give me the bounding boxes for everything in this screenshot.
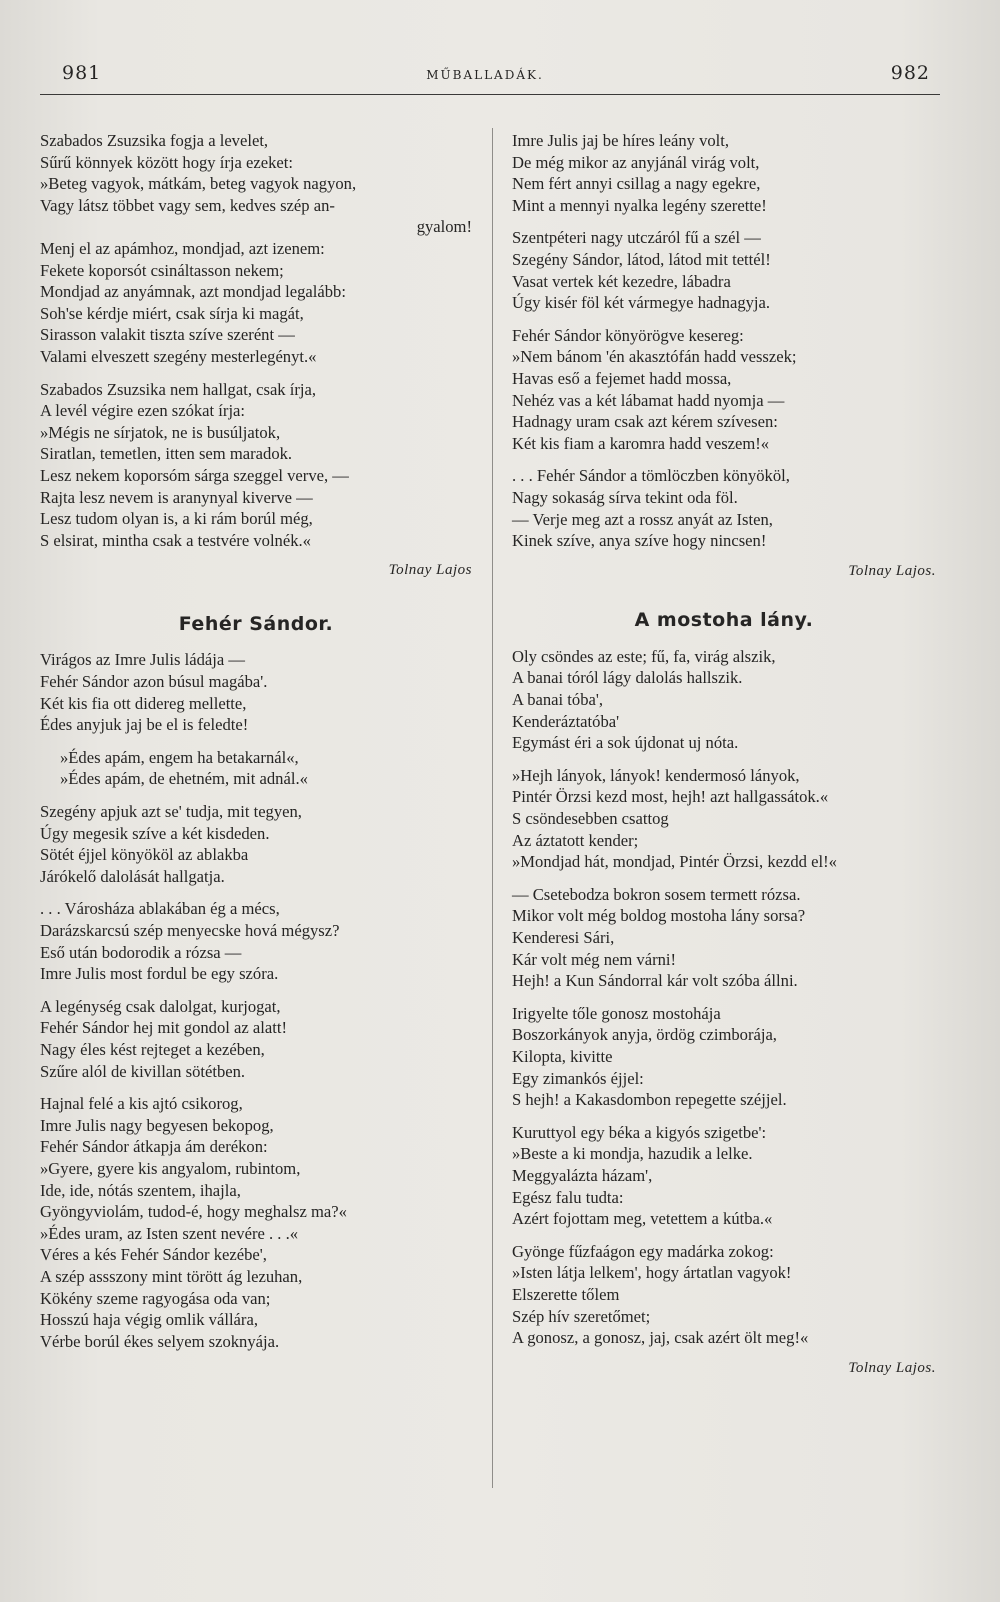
stanza (40, 801, 472, 887)
verse-line: A banai tóba', (512, 690, 604, 710)
verse-line: — Verje meg azt a rossz anyát az Isten, (512, 509, 773, 529)
poem-2-stanzas-left (40, 649, 472, 1352)
verse-line: Hadnagy uram csak azt kérem szívesen: (512, 412, 778, 432)
stanza (40, 996, 472, 1082)
verse-line: Gyöngyviolám, tudod-é, hogy meghalsz ma?« (40, 1202, 347, 1222)
verse-line: Ide, ide, nótás szentem, ihajla, (40, 1180, 241, 1200)
stanza (512, 765, 936, 873)
verse-line: Két kis fia ott didereg mellette, (40, 693, 247, 713)
verse-line: »Beteg vagyok, mátkám, beteg vagyok nagyon, (40, 174, 357, 194)
verse-line: Sűrű könnyek között hogy írja ezeket: (40, 152, 293, 172)
poem-2-title: Fehér Sándor. (178, 612, 334, 635)
verse-line: Az áztatott kender; (512, 830, 639, 850)
stanza (512, 1241, 936, 1349)
verse-line: »Hejh lányok, lányok! kendermosó lányok, (512, 765, 800, 785)
verse-line: Fehér Sándor könyörögve kesereg: (512, 325, 744, 345)
poem-2-signature: Tolnay Lajos. (848, 562, 936, 579)
right-column (512, 130, 936, 1379)
verse-line: A levél végire ezen szókat írja: (40, 401, 246, 421)
verse-line: Kenderesi Sári, (512, 928, 615, 947)
verse-line: Imre Julis most fordul be egy szóra. (40, 964, 279, 984)
verse-line: Úgy kisér föl két vármegye hadnagyja. (512, 293, 771, 313)
verse-line: Rajta lesz nevem is aranynyal kiverve — (40, 487, 313, 507)
stanza (512, 465, 936, 551)
verse-line: Szabados Zsuzsika nem hallgat, csak írja, (40, 379, 317, 399)
verse-line: Vasat vertek két kezedre, lábadra (512, 271, 731, 291)
stanza (512, 1003, 936, 1111)
verse-line: — Csetebodza bokron sosem termett rózsa. (512, 884, 801, 904)
verse-line: »Édes apám, engem ha betakarnál«, (60, 747, 299, 767)
stanza (40, 1093, 472, 1352)
stanza (40, 379, 472, 552)
verse-line: Azért fojottam meg, vetettem a kútba.« (512, 1209, 773, 1229)
verse-line: S csöndesebben csattog (512, 809, 669, 829)
verse-line: Nehéz vas a két lábamat hadd nyomja — (512, 390, 785, 410)
verse-line: Pintér Örzsi kezd most, hejh! azt hallgassátok.« (512, 787, 829, 807)
verse-line: Véres a kés Fehér Sándor kezébe', (40, 1245, 267, 1265)
verse-line: »Mondjad hát, mondjad, Pintér Örzsi, kezdd el!« (512, 852, 837, 872)
right-page-number: 982 (890, 62, 930, 84)
verse-line: Soh'se kérdje miért, csak sírja ki magát, (40, 303, 304, 323)
verse-line: Imre Julis nagy begyesen bekopog, (40, 1115, 274, 1135)
verse-line: Szép hív szeretőmet; (512, 1306, 651, 1326)
verse-line: Havas eső a fejemet hadd mossa, (512, 368, 732, 388)
stanza (40, 898, 472, 984)
verse-line: Fehér Sándor hej mit gondol az alatt! (40, 1018, 287, 1038)
verse-line: Nem fért annyi csillag a nagy egekre, (512, 174, 761, 194)
stanza (40, 130, 472, 368)
verse-line: A banai tóról lágy dalolás hallszik. (512, 668, 743, 688)
verse-line: Két kis fiam a karomra hadd veszem!« (512, 433, 770, 453)
verse-line: Egy zimankós éjjel: (512, 1068, 644, 1088)
verse-line: De még mikor az anyjánál virág volt, (512, 152, 760, 172)
verse-line: Vérbe borúl ékes selyem szoknyája. (40, 1331, 280, 1351)
verse-line: Szűre alól de kivillan sötétben. (40, 1061, 246, 1081)
verse-line: . . . Városháza ablakában ég a mécs, (40, 899, 280, 919)
verse-line: Mikor volt még boldog mostoha lány sorsa? (512, 906, 806, 926)
poem-3-signature: Tolnay Lajos. (848, 1359, 936, 1376)
poem-1-stanzas (40, 130, 472, 551)
verse-line: »Édes uram, az Isten szent nevére . . .« (40, 1223, 299, 1243)
verse-line: Valami elveszett szegény mesterlegényt.« (40, 346, 317, 366)
verse-line: Menj el az apámhoz, mondjad, azt izenem: (40, 238, 325, 258)
poem-3-stanzas (512, 646, 936, 1349)
verse-line: Meggyalázta házam', (512, 1165, 653, 1185)
verse-line: Irigyelte tőle gonosz mostohája (512, 1003, 721, 1023)
verse-line: »Mégis ne sírjatok, ne is busúljatok, (40, 422, 281, 442)
verse-line: Egymást éri a sok újdonat uj nóta. (512, 733, 739, 753)
verse-line: Kenderáztatóba' (512, 711, 620, 731)
left-page-number: 981 (62, 62, 102, 84)
verse-line: Elszerette tőlem (512, 1284, 620, 1304)
verse-line: A szép assszony mint törött ág lezuhan, (40, 1266, 303, 1286)
verse-line: Szentpéteri nagy utczáról fű a szél — (512, 228, 761, 248)
verse-line: »Nem bánom 'én akasztófán hadd vesszek; (512, 347, 797, 367)
verse-line: Kilopta, kivitte (512, 1046, 613, 1066)
stanza (40, 649, 472, 735)
verse-line: . . . Fehér Sándor a tömlöczben könyököl, (512, 466, 790, 486)
verse-line: Szabados Zsuzsika fogja a levelet, (40, 131, 269, 150)
verse-line: Kuruttyol egy béka a kigyós szigetbe': (512, 1122, 767, 1142)
stanza (512, 227, 936, 313)
poem-1 (40, 130, 472, 582)
verse-line: Fehér Sándor azon búsul magába'. (40, 672, 268, 692)
page-header (40, 62, 930, 92)
verse-line: Sirasson valakit tiszta szíve szerént — (40, 325, 295, 345)
verse-line: Eső után bodorodik a rózsa — (40, 942, 242, 962)
verse-line: Siratlan, temetlen, itten sem maradok. (40, 444, 293, 464)
verse-line: Darázskarcsú szép menyecske hová mégysz? (40, 921, 340, 940)
left-column (40, 130, 472, 1363)
verse-line: S elsirat, mintha csak a testvére volnék.« (40, 530, 311, 550)
verse-line: Gyönge fűzfaágon egy madárka zokog: (512, 1241, 774, 1261)
verse-line: Mint a mennyi nyalka legény szerette! (512, 195, 767, 215)
verse-line: Kinek szíve, anya szíve hogy nincsen! (512, 531, 767, 551)
verse-line: Kár volt még nem várni! (512, 949, 677, 969)
running-head: MŰBALLADÁK. (426, 68, 544, 82)
verse-line: Úgy megesik szíve a két kisdeden. (40, 823, 270, 843)
stanza (512, 1122, 936, 1230)
verse-line: Imre Julis jaj be híres leány volt, (512, 131, 730, 150)
stanza (512, 325, 936, 455)
poem-3-title: A mostoha lány. (634, 609, 814, 632)
verse-line: »Isten látja lelkem', hogy ártatlan vagyok! (512, 1263, 792, 1283)
stanza (512, 646, 936, 754)
stanza (512, 130, 936, 216)
header-rule (40, 94, 940, 95)
verse-line: Hosszú haja végig omlik vállára, (40, 1310, 258, 1330)
verse-line: Vagy látsz többet vagy sem, kedves szép an- (40, 195, 335, 215)
verse-line: Fehér Sándor átkapja ám derékon: (40, 1137, 268, 1157)
verse-line: Lesz nekem koporsóm sárga szeggel verve, — (40, 465, 349, 485)
poem-1-signature: Tolnay Lajos (388, 562, 472, 579)
verse-line: gyalom! (416, 217, 472, 237)
verse-line: Boszorkányok anyja, ördög czimborája, (512, 1025, 777, 1045)
verse-line: Virágos az Imre Julis ládája — (40, 650, 245, 670)
verse-line: Szegény Sándor, látod, látod mit tettél! (512, 249, 771, 269)
verse-line: Édes anyjuk jaj be el is feledte! (40, 715, 249, 735)
verse-line: Mondjad az anyámnak, azt mondjad legalább: (40, 282, 346, 302)
verse-line: »Édes apám, de ehetném, mit adnál.« (60, 769, 308, 789)
verse-line: Szegény apjuk azt se' tudja, mit tegyen, (40, 802, 302, 822)
verse-line: A legénység csak dalolgat, kurjogat, (40, 996, 281, 1016)
stanza (40, 747, 472, 790)
verse-line: »Gyere, gyere kis angyalom, rubintom, (40, 1158, 301, 1178)
stanza (512, 884, 936, 992)
verse-line: Nagy sokaság sírva tekint oda föl. (512, 487, 738, 507)
column-divider (492, 128, 493, 1488)
poem-2-stanzas-right (512, 130, 936, 552)
verse-line: Hajnal felé a kis ajtó csikorog, (40, 1094, 243, 1114)
verse-line: S hejh! a Kakasdombon repegette széjjel. (512, 1090, 787, 1110)
verse-line: Hejh! a Kun Sándorral kár volt szóba állni. (512, 971, 798, 991)
verse-line: Járókelő dalolását hallgatja. (40, 866, 225, 886)
verse-line: Oly csöndes az este; fű, fa, virág alszik, (512, 646, 776, 666)
verse-line: Sötét éjjel könyököl az ablakba (40, 845, 249, 865)
verse-line: Kökény szeme ragyogása oda van; (40, 1288, 271, 1308)
verse-line: »Beste a ki mondja, hazudik a lelke. (512, 1144, 753, 1164)
verse-line: Fekete koporsót csináltasson nekem; (40, 260, 284, 280)
verse-line: Egész falu tudta: (512, 1187, 624, 1207)
verse-line: Lesz tudom olyan is, a ki rám borúl még, (40, 509, 313, 529)
verse-line: Nagy éles kést rejteget a kezében, (40, 1039, 265, 1059)
verse-line: A gonosz, a gonosz, jaj, csak azért ölt meg!« (512, 1328, 809, 1348)
